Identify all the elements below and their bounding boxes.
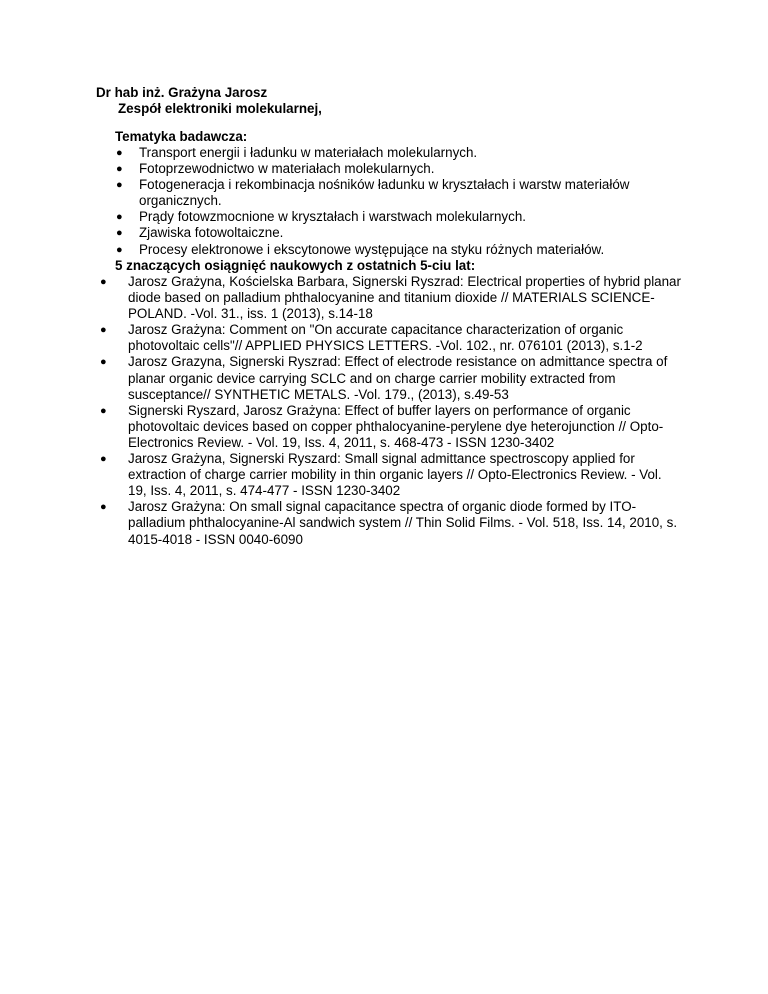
bullet-icon: ● xyxy=(100,404,107,417)
publication-text: Jarosz Grażyna, Signerski Ryszard: Small signal admittance spectroscopy applied for extraction of charge carrier mobility in thin organic layers // Opto-Electronics Review. - Vol. 19, Iss. 4, 2011, s. 474-477 - ISSN 1230-3402 xyxy=(128,451,662,499)
author-name: Dr hab inż. Grażyna Jarosz xyxy=(96,85,268,100)
publication-text: Jarosz Grażyna, Kościelska Barbara, Signerski Ryszrad: Electrical properties of hybrid planar diode based on palladium phthalocyanine and titanium dioxide // MATERIALS SCIENCE-POLAND. -Vol. 31., iss. 1 (2013), s.14-18 xyxy=(128,274,681,322)
achievements-heading: 5 znaczących osiągnięć naukowych z ostatnich 5-ciu lat: xyxy=(115,258,476,273)
publication-item xyxy=(96,403,683,451)
list-item-text: Fotogeneracja i rekombinacja nośników ładunku w kryształach i warstw materiałów organicznych. xyxy=(139,177,630,209)
bullet-icon: ● xyxy=(116,147,123,159)
bullet-icon: ● xyxy=(116,163,123,176)
bullet-icon: ● xyxy=(116,211,123,224)
list-item xyxy=(115,209,675,225)
bullet-icon: ● xyxy=(100,453,107,466)
bullet-icon: ● xyxy=(100,324,107,337)
research-unit: Zespół elektroniki molekularnej, xyxy=(118,101,322,116)
bullet-icon: ● xyxy=(100,356,107,369)
list-item xyxy=(115,177,675,209)
bullet-icon: ● xyxy=(116,243,123,256)
publication-text: Jarosz Grażyna: Comment on "On accurate capacitance characterization of organic photovoltaic cells"// APPLIED PHYSICS LETTERS. -Vol. 102., nr. 076101 (2013), s.1-2 xyxy=(128,322,643,354)
list-item xyxy=(115,225,675,241)
publication-text: Signerski Ryszard, Jarosz Grażyna: Effect of buffer layers on performance of organic photovoltaic devices based on copper phthalocyanine-perylene dye heterojunction // Opto-Electronics Review. - Vol. 19, Iss. 4, 2011, s. 468-473 - ISSN 1230-3402 xyxy=(128,402,664,450)
publication-item xyxy=(96,354,683,402)
list-item-text: Zjawiska fotowoltaiczne. xyxy=(139,225,284,241)
bullet-icon: ● xyxy=(100,276,107,288)
publication-item xyxy=(96,274,683,322)
publication-text: Jarosz Grazyna, Signerski Ryszrad: Effect of electrode resistance on admittance spectra of planar organic device carrying SCLC and on charge carrier mobility extracted from susceptance// SYNTHETIC METALS. -Vol. 179., (2013), s.49-53 xyxy=(128,354,668,402)
list-item-text: Fotoprzewodnictwo w materiałach molekularnych. xyxy=(139,161,435,177)
publications-list xyxy=(96,274,681,548)
list-item xyxy=(115,145,675,161)
bullet-icon: ● xyxy=(116,179,123,192)
list-item-text: Transport energii i ładunku w materiałach molekularnych. xyxy=(139,145,478,160)
bullet-icon: ● xyxy=(100,501,107,514)
bullet-icon: ● xyxy=(116,227,123,240)
publication-text: Jarosz Grażyna: On small signal capacitance spectra of organic diode formed by ITO-palladium phthalocyanine-Al sandwich system // Thin Solid Films. - Vol. 518, Iss. 14, 2010, s. 4015-4018 - ISSN 0040-6090 xyxy=(128,499,678,547)
list-item-text: Prądy fotowzmocnione w kryształach i warstwach molekularnych. xyxy=(139,209,526,225)
research-topics-heading: Tematyka badawcza: xyxy=(115,129,248,144)
list-item xyxy=(115,161,675,177)
list-item xyxy=(115,242,675,258)
research-topics-list xyxy=(115,145,675,258)
list-item-text: Procesy elektronowe i ekscytonowe występujące na styku różnych materiałów. xyxy=(139,241,605,257)
publication-item xyxy=(96,322,683,354)
publication-item xyxy=(96,499,683,547)
publication-item xyxy=(96,451,683,499)
